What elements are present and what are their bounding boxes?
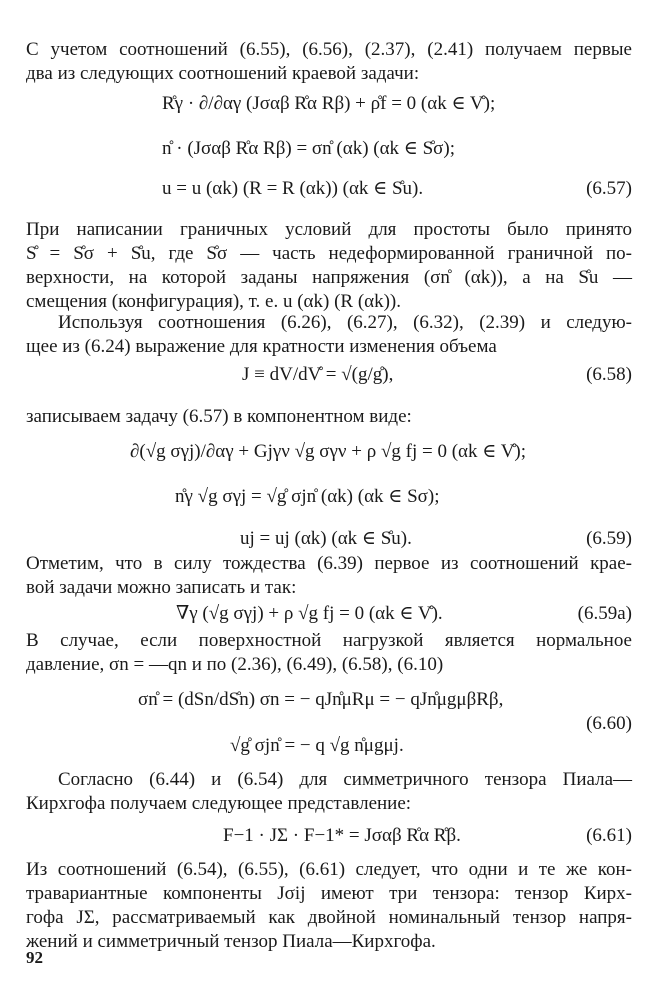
paragraph-intro (26, 38, 632, 86)
paragraph-conclusion (26, 858, 632, 954)
text-line: верхности, на которой заданы напряжения (σn̊ (αk)), а на S̊u — (26, 267, 632, 288)
equation-6-61: F−1 · JΣ · F−1* = Jσαβ R̊α R̊β. (223, 825, 461, 846)
text-line: С учетом соотношений (6.55), (6.56), (2.37), (2.41) получаем первые (26, 39, 632, 60)
text-line: два из следующих соотношений краевой задачи: (26, 63, 420, 84)
paragraph-piola-kirchhoff (26, 768, 632, 816)
page-number: 92 (26, 948, 43, 967)
text-line: S̊ = S̊σ + S̊u, где S̊σ — часть недеформированной граничной по- (26, 243, 632, 264)
text-line: смещения (конфигурация), т. е. u (αk) (R (αk)). (26, 291, 401, 312)
equation-number: (6.58) (586, 364, 632, 385)
text-line: Отметим, что в силу тождества (6.39) первое из соотношений крае- (26, 553, 632, 574)
equation-6-60-line-2: √g̊ σjn̊ = − q √g n̊μgμj. (230, 735, 404, 756)
text-line: Кирхгофа получаем следующее представление: (26, 793, 412, 814)
equation-6-57-line-3: u = u (αk) (R = R (αk)) (αk ∈ S̊u). (162, 178, 424, 199)
equation-6-60-line-1: σn̊ = (dSn/dS̊n) σn = − qJn̊μRμ = − qJn̊μgμβRβ, (138, 689, 504, 710)
equation-6-59-line-2: n̊γ √g σγj = √g̊ σjn̊ (αk) (αk ∈ Sσ); (175, 486, 440, 507)
equation-number: (6.61) (586, 825, 632, 846)
text-line: В случае, если поверхностной нагрузкой является нормальное (26, 630, 632, 651)
equation-number: (6.57) (586, 178, 632, 199)
equation-6-57-line-1: R̊γ · ∂/∂αγ (Jσαβ R̊α Rβ) + ρ̊f = 0 (αk ∈ V̊); (162, 93, 496, 114)
paragraph-component-form (26, 405, 632, 429)
equation-6-57-line-2: n̊ · (Jσαβ R̊α Rβ) = σn̊ (αk) (αk ∈ S̊σ); (162, 138, 456, 159)
equation-number: (6.60) (586, 713, 632, 734)
text-line: щее из (6.24) выражение для кратности изменения объема (26, 336, 497, 357)
equation-number: (6.59) (586, 528, 632, 549)
equation-number: (6.59a) (577, 603, 632, 624)
paragraph-pressure (26, 629, 632, 677)
text-line: Согласно (6.44) и (6.54) для симметричного тензора Пиала— (58, 769, 632, 790)
equation-6-59a: ∇γ (√g σγj) + ρ √g fj = 0 (αk ∈ V̊). (176, 603, 443, 624)
paragraph-volume-ratio (26, 311, 632, 359)
text-line: травариантные компоненты Jσij имеют три тензора: тензор Кирх- (26, 883, 632, 904)
paragraph-identity (26, 552, 632, 600)
equation-6-58: J ≡ dV/dV̊ = √(g/g̊), (242, 364, 394, 385)
equation-6-59-line-3: uj = uj (αk) (αk ∈ S̊u). (240, 528, 412, 549)
text-line: Из соотношений (6.54), (6.55), (6.61) следует, что одни и те же кон- (26, 859, 632, 880)
text-line: Используя соотношения (6.26), (6.27), (6.32), (2.39) и следую- (58, 312, 632, 333)
text-line: записываем задачу (6.57) в компонентном виде: (26, 406, 412, 427)
equation-6-59-line-1: ∂(√g σγj)/∂αγ + Gjγν √g σγν + ρ √g fj = 0 (αk ∈ V̊); (130, 441, 527, 462)
text-line: вой задачи можно записать и так: (26, 577, 297, 598)
text-line: жений и симметричный тензор Пиала—Кирхгофа. (26, 931, 436, 952)
text-line: давление, σn = —qn и по (2.36), (6.49), (6.58), (6.10) (26, 654, 444, 675)
text-line: При написании граничных условий для простоты было принято (26, 219, 632, 240)
text-line: гофа JΣ, рассматриваемый как двойной номинальный тензор напря- (26, 907, 632, 928)
paragraph-boundary-conditions (26, 218, 632, 314)
